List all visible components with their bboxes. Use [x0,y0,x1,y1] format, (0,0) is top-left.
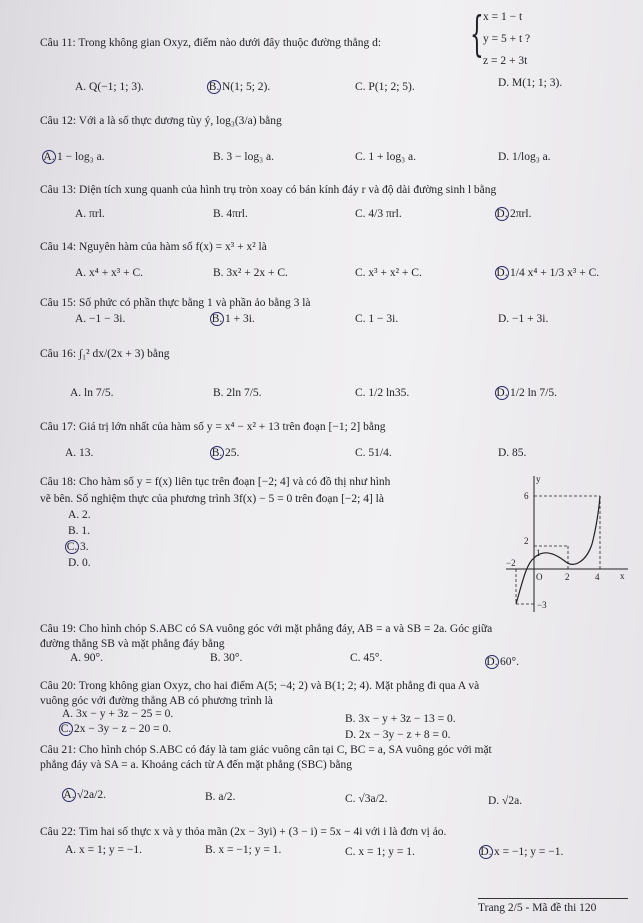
label-x2: 2 [565,572,570,582]
q11-option-b[interactable] [210,80,270,94]
q19-option-b[interactable]: B. 30°. [210,652,243,664]
q18-option-c[interactable] [68,540,89,554]
label-6: 6 [524,491,529,501]
selected-circle: D. [496,387,508,399]
function-curve [516,496,600,604]
question-15: Câu 15: Số phức có phần thực bằng 1 và phần ảo bằng 3 là [40,297,311,309]
q18-option-c-text: 3. [80,541,89,553]
q12-option-c[interactable]: C. 1 + log₃ a. [355,151,416,163]
q18-option-a[interactable]: A. 2. [68,509,91,521]
question-21-line-2: phẳng đáy và SA = a. Khoảng cách từ A đến mặt phẳng (SBC) bằng [40,759,352,771]
q16-option-d[interactable] [498,386,557,400]
q14-option-d[interactable] [498,266,599,280]
question-19-line-1: Câu 19: Cho hình chóp S.ABC có SA vuông góc với mặt phẳng đáy, AB = a và SB = 2a. Góc giữa [40,623,493,635]
q22-option-a[interactable]: A. x = 1; y = −1. [65,844,142,856]
label-x-axis: x [620,571,625,581]
label-1: 1 [536,548,541,558]
label-origin: O [536,572,543,582]
q13-option-c[interactable]: C. 4/3 πrl. [355,208,402,220]
q16-option-c[interactable]: C. 1/2 ln35. [355,387,410,399]
selected-circle: A. [43,151,55,163]
q22-option-d[interactable] [482,845,563,859]
question-18-line-2: vẽ bên. Số nghiệm thực của phương trình 3f(x) − 5 = 0 trên đoạn [−2; 4] là [40,493,384,505]
q18-option-d[interactable]: D. 0. [68,557,91,569]
selected-circle: C. [66,541,78,553]
selected-circle: A. [63,789,75,801]
q12-option-d[interactable]: D. 1/log₃ a. [498,151,551,163]
selected-circle: C. [60,723,72,735]
question-16: Câu 16: ∫₁² dx/(2x + 3) bằng [40,348,170,360]
question-13: Câu 13: Diện tích xung quanh của hình trụ tròn xoay có bán kính đáy r và độ dài đường sinh l bằng [40,184,497,196]
q12-option-a-text: 1 − log₃ a. [57,151,105,163]
selected-circle: B. [211,447,223,459]
q21-option-a[interactable] [65,788,106,802]
q21-option-b[interactable]: B. a/2. [205,791,236,803]
q11-option-a[interactable]: A. Q(−1; 1; 3). [75,81,144,93]
q22-option-d-text: x = −1; y = −1. [494,846,564,858]
q18-option-b[interactable]: B. 1. [68,525,91,537]
selected-circle: D. [496,267,508,279]
question-14: Câu 14: Nguyên hàm của hàm số f(x) = x³ + x² là [40,241,267,253]
q17-option-b-text: 25. [225,447,240,459]
function-graph [500,474,630,614]
selected-circle: D. [496,208,508,220]
q17-option-b[interactable] [213,446,239,460]
system-line-3: z = 2 + 3t [483,55,528,67]
q13-option-d[interactable] [498,207,531,221]
q14-option-d-text: 1/4 x⁴ + 1/3 x³ + C. [510,267,600,279]
q15-option-d[interactable]: D. −1 + 3i. [498,313,549,325]
label-minus-3: −3 [537,600,547,610]
q19-option-a[interactable]: A. 90°. [70,652,104,664]
q20-option-c[interactable] [62,722,171,736]
selected-circle: D. [486,656,498,668]
question-17: Câu 17: Giá trị lớn nhất của hàm số y = x⁴ − x² + 13 trên đoạn [−1; 2] bằng [40,421,386,433]
q22-option-c[interactable]: C. x = 1; y = 1. [345,846,415,858]
system-line-1: x = 1 − t [483,11,523,23]
label-x4: 4 [595,572,600,582]
question-11: Câu 11: Trong không gian Oxyz, điểm nào dưới đây thuộc đường thẳng d: [40,37,382,49]
q16-option-d-text: 1/2 ln 7/5. [510,387,557,399]
q15-option-a[interactable]: A. −1 − 3i. [75,313,126,325]
q20-option-a[interactable]: A. 3x − y + 3z − 25 = 0. [62,708,174,720]
q20-option-b[interactable]: B. 3x − y + 3z − 13 = 0. [345,713,456,725]
q11-option-b-text: N(1; 5; 2). [222,81,271,93]
q15-option-b-text: 1 + 3i. [225,313,255,325]
q16-option-a[interactable]: A. ln 7/5. [70,387,114,399]
q12-option-a[interactable] [45,150,105,164]
q21-option-a-text: √2a/2. [77,789,106,801]
q21-option-d[interactable]: D. √2a. [488,795,523,807]
page-footer: Trang 2/5 - Mã đề thi 120 [478,898,628,914]
q13-option-b[interactable]: B. 4πrl. [213,208,248,220]
q20-option-c-text: 2x − 3y − z − 20 = 0. [74,723,172,735]
q15-option-b[interactable] [213,312,255,326]
q17-option-a[interactable]: A. 13. [65,447,94,459]
q12-option-b[interactable]: B. 3 − log₃ a. [213,151,274,163]
system-brace: { [470,6,484,62]
label-minus-2: −2 [506,558,516,568]
question-12: Câu 12: Với a là số thực dương tùy ý, log₃(3/a) bằng [40,115,282,127]
q21-option-c[interactable]: C. √3a/2. [345,793,388,805]
q15-option-c[interactable]: C. 1 − 3i. [355,313,399,325]
q20-option-d[interactable]: D. 2x − 3y − z + 8 = 0. [345,729,451,741]
question-20-line-2: vuông góc với đường thẳng AB có phương trình là [40,695,273,707]
question-19-line-2: đường thẳng SB và mặt phẳng đáy bằng [40,638,225,650]
q11-option-c[interactable]: C. P(1; 2; 5). [355,81,415,93]
question-21-line-1: Câu 21: Cho hình chóp S.ABC có đáy là tam giác vuông cân tại C, BC = a, SA vuông góc với mặt [40,744,492,756]
selected-circle: B. [211,313,223,325]
selected-circle: B. [208,81,220,93]
q11-option-d[interactable]: D. M(1; 1; 3). [498,77,563,89]
q17-option-c[interactable]: C. 51/4. [355,447,392,459]
q13-option-a[interactable]: A. πrl. [75,208,105,220]
q19-option-d[interactable] [488,655,519,669]
q17-option-d[interactable]: D. 85. [498,447,527,459]
label-2: 2 [524,536,529,546]
q14-option-a[interactable]: A. x⁴ + x³ + C. [75,267,144,279]
question-18-line-1: Câu 18: Cho hàm số y = f(x) liên tục trên đoạn [−2; 4] và có đồ thị như hình [40,476,391,488]
q14-option-c[interactable]: C. x³ + x² + C. [355,267,422,279]
question-20-line-1: Câu 20: Trong không gian Oxyz, cho hai điểm A(5; −4; 2) và B(1; 2; 4). Mặt phẳng đi qua A và [40,680,480,692]
q19-option-c[interactable]: C. 45°. [350,652,383,664]
question-22: Câu 22: Tìm hai số thực x và y thỏa mãn (2x − 3yi) + (3 − i) = 5x − 4i với i là đơn vị ảo. [40,826,447,838]
q22-option-b[interactable]: B. x = −1; y = 1. [205,844,282,856]
selected-circle: D. [480,846,492,858]
label-y-axis: y [536,474,541,484]
system-line-2: y = 5 + t ? [483,33,531,45]
q13-option-d-text: 2πrl. [510,208,532,220]
q14-option-b[interactable]: B. 3x² + 2x + C. [213,267,288,279]
q16-option-b[interactable]: B. 2ln 7/5. [213,387,262,399]
q19-option-d-text: 60°. [500,656,519,668]
